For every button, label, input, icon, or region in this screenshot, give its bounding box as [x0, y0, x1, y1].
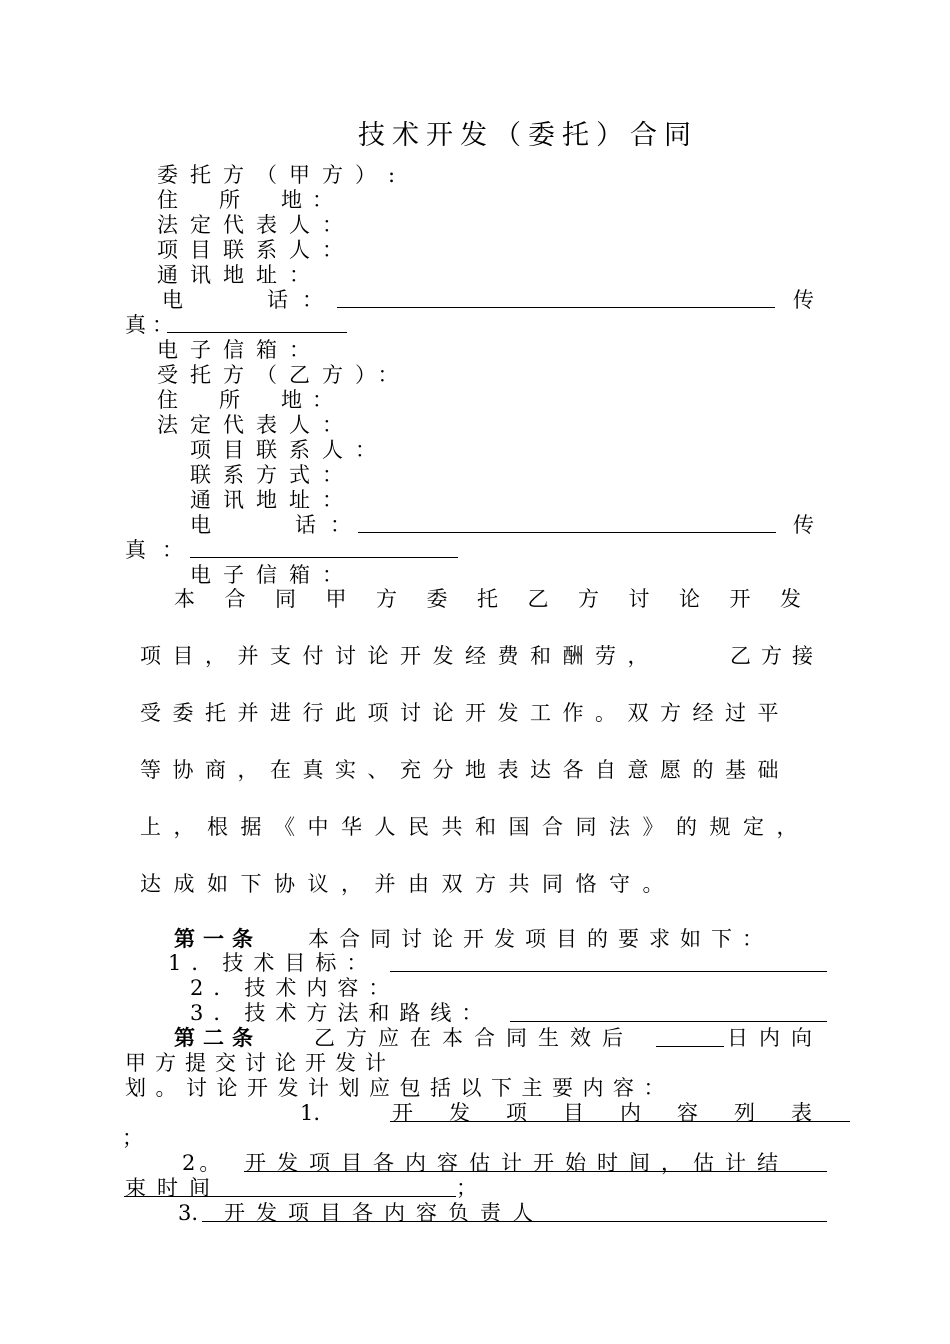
party-a-mail-address-label: 通讯地址：	[157, 263, 322, 287]
party-a-phone-label: 电 话：	[162, 288, 337, 312]
article-1-text: 本合同讨论开发项目的要求如下：	[308, 927, 773, 951]
party-b-legal-rep-label: 法定代表人：	[157, 413, 355, 437]
article-2-item-2-cont: 束时间	[125, 1176, 221, 1200]
party-a-heading: 委托方（甲方）:	[157, 163, 408, 187]
article-2-days-blank	[656, 1046, 724, 1047]
party-a-legal-rep-label: 法定代表人：	[157, 213, 355, 237]
intro-line-4: 等协商，在真实、充分地表达各自意愿的基础	[140, 758, 790, 782]
article-1-item-1: 1．技术目标：	[168, 951, 378, 975]
article-2-text-b: 日内向	[727, 1026, 823, 1050]
article-2-label: 第二条	[174, 1025, 261, 1050]
party-b-heading: 受托方（乙方）：	[157, 363, 411, 387]
article-2-line-3: 划。讨论开发计划应包括以下主要内容：	[125, 1076, 674, 1100]
party-b-phone-label: 电 话：	[190, 513, 365, 537]
article-2-item-1-underline	[390, 1121, 850, 1122]
party-a-address-label: 住 所 地：	[157, 188, 343, 212]
intro-line-2b: 乙方接	[730, 644, 823, 668]
party-b-mail-address-label: 通讯地址：	[190, 488, 355, 512]
article-2-line-2: 甲方提交讨论开发计	[125, 1051, 395, 1075]
party-a-phone-blank	[337, 307, 775, 308]
article-1-item-3: 3．技术方法和路线：	[190, 1001, 493, 1025]
article-2-item-2-underline	[244, 1171, 827, 1172]
party-b-email-label: 电子信箱：	[190, 563, 355, 587]
article-1-item-1-blank	[390, 971, 827, 972]
article-2-item-3-text: 开发项目各内容负责人	[224, 1201, 544, 1225]
intro-line-1: 本合同甲方委托乙方讨论开发	[174, 587, 831, 611]
party-b-address-label: 住 所 地：	[157, 388, 343, 412]
intro-line-2a: 项目，并支付讨论开发经费和酬劳，	[140, 644, 660, 668]
party-a-fax-blank	[167, 332, 347, 333]
party-a-fax-label-cont: 真：	[125, 313, 179, 337]
article-1-label: 第一条	[174, 926, 261, 951]
intro-line-6: 达成如下协议，并由双方共同恪守。	[140, 872, 676, 896]
article-2-item-2-end: ；	[456, 1176, 477, 1200]
article-2-item-1-number: 1.	[300, 1101, 321, 1125]
party-a-fax-label: 传	[793, 288, 826, 312]
article-1-item-3-blank	[510, 1021, 827, 1022]
party-b-contact-label: 项目联系人：	[190, 438, 388, 462]
article-2-item-1-text: 开发项目内容列表	[392, 1101, 848, 1125]
document-title: 技术开发（委托）合同	[358, 120, 698, 151]
party-b-fax-blank	[190, 557, 458, 558]
party-b-fax-label-cont: 真：	[125, 538, 199, 562]
article-2-item-2-number: 2。	[182, 1151, 225, 1175]
article-2-item-1-end: ；	[122, 1126, 143, 1150]
article-2-item-2-text: 开发项目各内容估计开始时间，估计结	[245, 1151, 789, 1175]
article-2-item-3-underline	[202, 1221, 827, 1222]
party-a-email-label: 电子信箱：	[157, 338, 322, 362]
intro-line-5: 上，根据《中华人民共和国合同法》的规定，	[140, 815, 810, 839]
party-a-contact-label: 项目联系人：	[157, 238, 355, 262]
article-2-text-a: 乙方应在本合同生效后	[314, 1026, 634, 1050]
intro-line-3: 受委托并进行此项讨论开发工作。双方经过平	[140, 701, 790, 725]
party-b-contact-method-label: 联系方式：	[190, 463, 355, 487]
party-b-fax-label: 传	[793, 513, 826, 537]
article-1-item-2: 2．技术内容：	[190, 976, 400, 1000]
article-2-item-2-cont-underline	[124, 1196, 456, 1197]
party-b-phone-blank	[358, 532, 776, 533]
article-2-item-3-number: 3.	[178, 1201, 199, 1225]
